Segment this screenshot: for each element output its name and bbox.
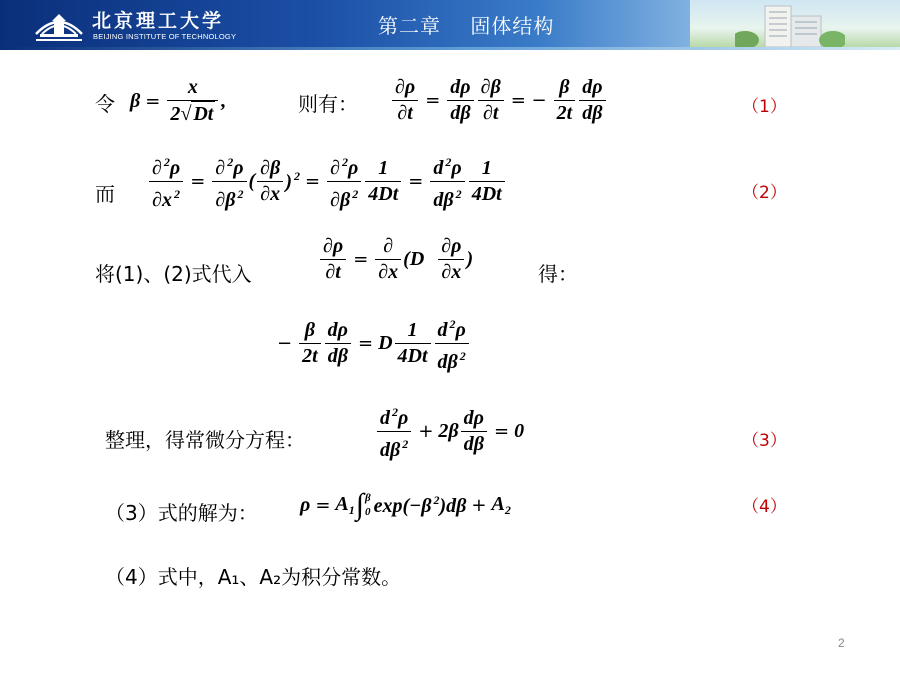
- school-name-cn: 北京理工大学: [92, 10, 225, 32]
- university-logo-icon: [30, 4, 88, 44]
- equation-number-3: （3）: [742, 431, 787, 451]
- equation-number-2: （2）: [742, 183, 787, 203]
- equation-3: d $^2$ρ dβ $^2$ + 2β $\frac{d\rho}{d\beta}$ = 0: [375, 400, 524, 463]
- campus-building-icon: [735, 2, 845, 47]
- line6-lead: （3）式的解为：: [105, 501, 258, 525]
- line1-mid: 则有：: [298, 92, 358, 116]
- equation-substituted: − $\frac{\beta}{2t}$ $\frac{d\rho}{d\beta}$ = D 1 4Dt d $^2$ρ dβ $^2$: [272, 312, 471, 375]
- equation-4: ρ = $A_1$ ∫ β 0 exp(−β $^2$)dβ + $A_2$: [300, 488, 511, 521]
- line5-lead: 整理，得常微分方程：: [105, 428, 305, 452]
- equation-number-1: （1）: [742, 97, 787, 117]
- line7-text: （4）式中，A₁、A₂为积分常数。: [105, 565, 402, 589]
- equation-number-4: （4）: [742, 497, 787, 517]
- header-divider: [0, 47, 900, 50]
- equation-1: $\frac{\partial\rho}{\partial t}$ = $\frac{d\rho}{d\beta}$ $\frac{\partial\beta}{\partial t}$ = − $\frac{\beta}{2t}$ dρ dβ: [390, 75, 608, 126]
- equation-diffusion: $\frac{\partial\rho}{\partial t}$ = ∂ ∂x (D ∂ρ ∂x ): [318, 234, 473, 285]
- page-number: 2: [838, 636, 845, 650]
- chapter-title: 第二章 固体结构: [378, 14, 555, 38]
- line1-lead: 令: [95, 92, 115, 116]
- header-banner: [0, 0, 900, 47]
- school-name-en: BEIJING INSTITUTE OF TECHNOLOGY: [93, 32, 237, 41]
- equation-beta-definition: β = $\frac{x}{2√ Dt}$ ,: [130, 76, 226, 125]
- line3-tail: 得：: [538, 262, 578, 286]
- equation-2: $\frac{\partial ^2\rho}{\partial x ^2}$ = $\frac{\partial ^2\rho}{\partial\beta ^2}$ ( ∂β ∂x ) $^2$ = $\frac{\partial ^2\rho}{\partial\beta ^2}$ $\frac{1}{4Dt}$ = $\frac{d ^2\rho}{d\beta ^2}$ 1 4Dt: [147, 150, 507, 213]
- line3-lead: 将(1)、(2)式代入: [95, 262, 252, 286]
- line2-lead: 而: [95, 182, 115, 206]
